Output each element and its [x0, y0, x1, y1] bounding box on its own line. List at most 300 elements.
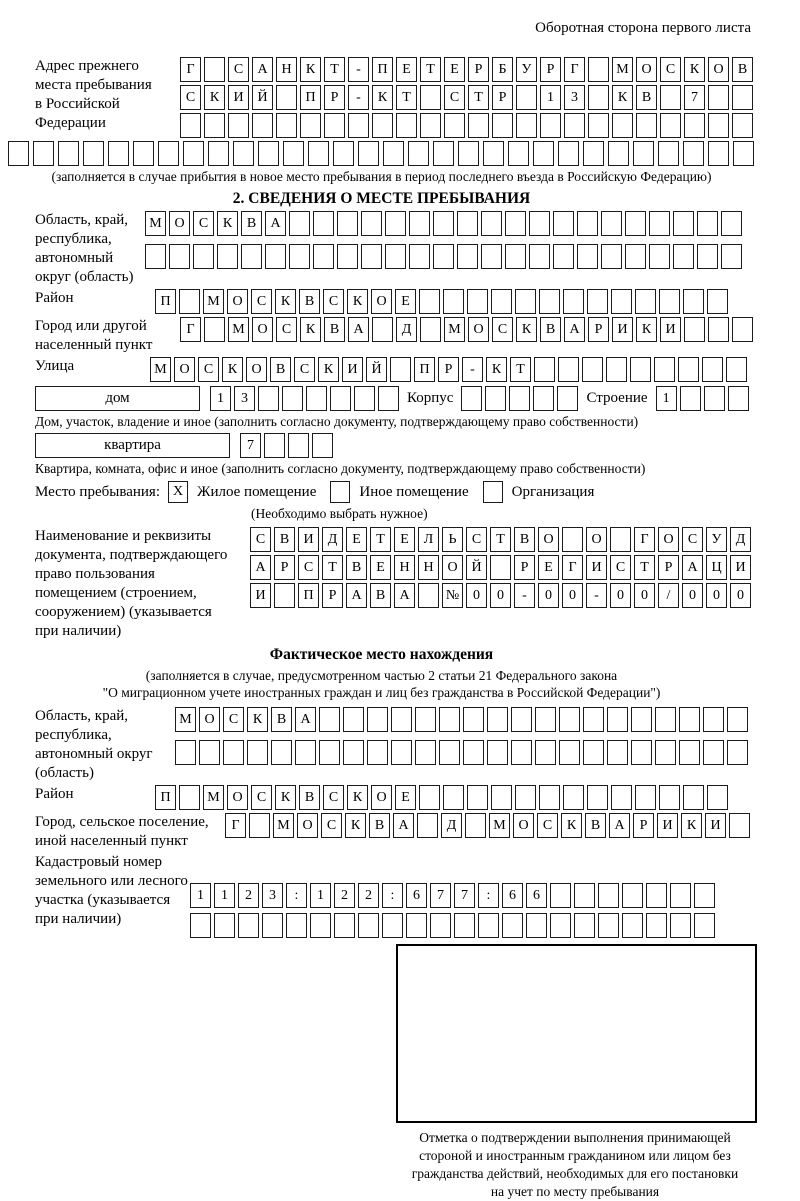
char-cell[interactable]: О — [538, 527, 559, 552]
char-cell[interactable] — [625, 211, 646, 236]
char-cell[interactable] — [679, 707, 700, 732]
char-cell[interactable]: - — [586, 583, 607, 608]
char-cell[interactable] — [559, 707, 580, 732]
char-cell[interactable] — [324, 113, 345, 138]
char-cell[interactable] — [354, 386, 375, 411]
char-cell[interactable] — [372, 113, 393, 138]
char-cell[interactable]: С — [228, 57, 249, 82]
char-cell[interactable]: М — [489, 813, 510, 838]
char-cell[interactable]: С — [610, 555, 631, 580]
char-cell[interactable] — [83, 141, 104, 166]
char-cell[interactable]: И — [342, 357, 363, 382]
char-cell[interactable] — [708, 113, 729, 138]
char-cell[interactable] — [646, 883, 667, 908]
char-cell[interactable]: О — [586, 527, 607, 552]
char-cell[interactable] — [385, 211, 406, 236]
char-cell[interactable]: С — [223, 707, 244, 732]
char-cell[interactable]: / — [658, 583, 679, 608]
char-cell[interactable]: И — [657, 813, 678, 838]
char-cell[interactable]: П — [155, 785, 176, 810]
char-cell[interactable]: С — [682, 527, 703, 552]
char-cell[interactable] — [457, 244, 478, 269]
char-cell[interactable]: В — [271, 707, 292, 732]
char-cell[interactable] — [262, 913, 283, 938]
char-cell[interactable]: - — [348, 85, 369, 110]
char-cell[interactable]: Е — [346, 527, 367, 552]
char-cell[interactable] — [540, 113, 561, 138]
char-cell[interactable] — [598, 913, 619, 938]
char-cell[interactable] — [649, 211, 670, 236]
char-cell[interactable]: П — [300, 85, 321, 110]
char-cell[interactable]: 6 — [526, 883, 547, 908]
char-cell[interactable]: П — [414, 357, 435, 382]
char-cell[interactable]: Т — [322, 555, 343, 580]
char-cell[interactable] — [708, 85, 729, 110]
char-cell[interactable] — [465, 813, 486, 838]
char-cell[interactable] — [563, 785, 584, 810]
char-cell[interactable] — [468, 113, 489, 138]
char-cell[interactable] — [707, 289, 728, 314]
char-cell[interactable] — [683, 289, 704, 314]
char-cell[interactable] — [630, 357, 651, 382]
char-cell[interactable]: О — [199, 707, 220, 732]
char-cell[interactable] — [378, 386, 399, 411]
char-cell[interactable] — [533, 141, 554, 166]
char-cell[interactable]: У — [706, 527, 727, 552]
char-cell[interactable] — [660, 85, 681, 110]
char-cell[interactable] — [606, 357, 627, 382]
char-cell[interactable]: Г — [634, 527, 655, 552]
char-cell[interactable]: 6 — [406, 883, 427, 908]
char-cell[interactable]: О — [636, 57, 657, 82]
char-cell[interactable] — [330, 386, 351, 411]
char-cell[interactable] — [385, 244, 406, 269]
char-cell[interactable] — [516, 85, 537, 110]
char-cell[interactable]: Т — [490, 527, 511, 552]
char-cell[interactable] — [289, 211, 310, 236]
char-cell[interactable]: Д — [322, 527, 343, 552]
char-cell[interactable]: К — [204, 85, 225, 110]
char-cell[interactable] — [707, 785, 728, 810]
char-cell[interactable]: С — [537, 813, 558, 838]
char-cell[interactable]: Е — [444, 57, 465, 82]
char-cell[interactable]: С — [321, 813, 342, 838]
char-cell[interactable] — [313, 211, 334, 236]
char-cell[interactable] — [58, 141, 79, 166]
char-cell[interactable] — [577, 244, 598, 269]
char-cell[interactable] — [492, 113, 513, 138]
char-cell[interactable] — [588, 85, 609, 110]
char-cell[interactable]: С — [193, 211, 214, 236]
char-cell[interactable]: С — [294, 357, 315, 382]
char-cell[interactable] — [660, 113, 681, 138]
char-cell[interactable] — [372, 317, 393, 342]
char-cell[interactable] — [238, 913, 259, 938]
char-cell[interactable]: О — [513, 813, 534, 838]
char-cell[interactable] — [396, 113, 417, 138]
char-cell[interactable] — [622, 883, 643, 908]
char-cell[interactable] — [282, 386, 303, 411]
char-cell[interactable] — [481, 211, 502, 236]
char-cell[interactable] — [485, 386, 506, 411]
char-cell[interactable]: С — [323, 785, 344, 810]
char-cell[interactable] — [276, 113, 297, 138]
char-cell[interactable]: 0 — [490, 583, 511, 608]
char-cell[interactable] — [607, 707, 628, 732]
char-cell[interactable]: К — [636, 317, 657, 342]
char-cell[interactable] — [223, 740, 244, 765]
char-cell[interactable] — [534, 357, 555, 382]
char-cell[interactable]: И — [730, 555, 751, 580]
char-cell[interactable]: У — [516, 57, 537, 82]
char-cell[interactable]: К — [612, 85, 633, 110]
char-cell[interactable] — [313, 244, 334, 269]
char-cell[interactable] — [515, 289, 536, 314]
char-cell[interactable]: 1 — [310, 883, 331, 908]
char-cell[interactable] — [612, 113, 633, 138]
char-cell[interactable] — [276, 85, 297, 110]
char-cell[interactable] — [258, 141, 279, 166]
char-cell[interactable]: К — [684, 57, 705, 82]
char-cell[interactable] — [535, 707, 556, 732]
char-cell[interactable] — [348, 113, 369, 138]
char-cell[interactable]: : — [382, 883, 403, 908]
char-cell[interactable] — [467, 289, 488, 314]
char-cell[interactable] — [727, 707, 748, 732]
char-cell[interactable] — [704, 386, 725, 411]
char-cell[interactable] — [635, 289, 656, 314]
char-cell[interactable] — [483, 141, 504, 166]
char-cell[interactable] — [295, 740, 316, 765]
char-cell[interactable] — [636, 113, 657, 138]
char-cell[interactable] — [420, 113, 441, 138]
char-cell[interactable] — [558, 357, 579, 382]
char-cell[interactable] — [461, 386, 482, 411]
char-cell[interactable] — [481, 244, 502, 269]
char-cell[interactable] — [274, 583, 295, 608]
char-cell[interactable] — [601, 244, 622, 269]
char-cell[interactable] — [631, 740, 652, 765]
char-cell[interactable] — [367, 707, 388, 732]
char-cell[interactable] — [610, 527, 631, 552]
char-cell[interactable] — [204, 317, 225, 342]
char-cell[interactable]: Р — [492, 85, 513, 110]
char-cell[interactable] — [108, 141, 129, 166]
char-cell[interactable]: В — [370, 583, 391, 608]
char-cell[interactable] — [463, 707, 484, 732]
char-cell[interactable] — [583, 141, 604, 166]
char-cell[interactable] — [406, 913, 427, 938]
char-cell[interactable]: С — [180, 85, 201, 110]
char-cell[interactable] — [334, 913, 355, 938]
char-cell[interactable]: К — [345, 813, 366, 838]
char-cell[interactable] — [697, 211, 718, 236]
char-cell[interactable] — [562, 527, 583, 552]
char-cell[interactable] — [478, 913, 499, 938]
char-cell[interactable] — [726, 357, 747, 382]
char-cell[interactable]: 7 — [430, 883, 451, 908]
char-cell[interactable] — [694, 913, 715, 938]
char-cell[interactable]: С — [298, 555, 319, 580]
char-cell[interactable]: Е — [394, 527, 415, 552]
char-cell[interactable] — [582, 357, 603, 382]
char-cell[interactable] — [684, 113, 705, 138]
char-cell[interactable]: 3 — [262, 883, 283, 908]
char-cell[interactable]: Н — [394, 555, 415, 580]
char-cell[interactable]: О — [658, 527, 679, 552]
char-cell[interactable]: В — [540, 317, 561, 342]
char-cell[interactable]: И — [612, 317, 633, 342]
char-cell[interactable] — [204, 57, 225, 82]
char-cell[interactable] — [553, 244, 574, 269]
char-cell[interactable] — [587, 785, 608, 810]
char-cell[interactable] — [529, 211, 550, 236]
char-cell[interactable] — [529, 244, 550, 269]
char-cell[interactable]: : — [286, 883, 307, 908]
char-cell[interactable]: К — [372, 85, 393, 110]
char-cell[interactable] — [264, 433, 285, 458]
char-cell[interactable] — [721, 211, 742, 236]
char-cell[interactable]: В — [241, 211, 262, 236]
apartment-box[interactable]: квартира — [35, 433, 230, 458]
char-cell[interactable] — [491, 289, 512, 314]
char-cell[interactable]: К — [222, 357, 243, 382]
char-cell[interactable] — [288, 433, 309, 458]
char-cell[interactable]: К — [318, 357, 339, 382]
char-cell[interactable] — [433, 244, 454, 269]
char-cell[interactable] — [430, 913, 451, 938]
char-cell[interactable] — [633, 141, 654, 166]
char-cell[interactable]: М — [203, 289, 224, 314]
char-cell[interactable] — [179, 289, 200, 314]
char-cell[interactable]: А — [394, 583, 415, 608]
char-cell[interactable] — [193, 244, 214, 269]
char-cell[interactable] — [670, 913, 691, 938]
char-cell[interactable] — [247, 740, 268, 765]
char-cell[interactable] — [539, 289, 560, 314]
char-cell[interactable]: 0 — [538, 583, 559, 608]
char-cell[interactable]: В — [299, 289, 320, 314]
char-cell[interactable] — [583, 707, 604, 732]
char-cell[interactable] — [367, 740, 388, 765]
char-cell[interactable] — [608, 141, 629, 166]
char-cell[interactable] — [454, 913, 475, 938]
char-cell[interactable]: К — [247, 707, 268, 732]
char-cell[interactable]: Н — [418, 555, 439, 580]
char-cell[interactable]: О — [246, 357, 267, 382]
char-cell[interactable] — [533, 386, 554, 411]
char-cell[interactable] — [310, 913, 331, 938]
char-cell[interactable]: С — [251, 289, 272, 314]
char-cell[interactable] — [505, 211, 526, 236]
char-cell[interactable]: О — [371, 785, 392, 810]
char-cell[interactable]: К — [275, 289, 296, 314]
char-cell[interactable] — [702, 357, 723, 382]
char-cell[interactable]: М — [150, 357, 171, 382]
char-cell[interactable]: Ц — [706, 555, 727, 580]
char-cell[interactable] — [175, 740, 196, 765]
char-cell[interactable]: Д — [730, 527, 751, 552]
char-cell[interactable]: Г — [180, 317, 201, 342]
char-cell[interactable] — [721, 244, 742, 269]
house-box[interactable]: дом — [35, 386, 200, 411]
char-cell[interactable] — [654, 357, 675, 382]
char-cell[interactable]: Р — [468, 57, 489, 82]
char-cell[interactable] — [487, 707, 508, 732]
char-cell[interactable] — [418, 583, 439, 608]
char-cell[interactable] — [607, 740, 628, 765]
char-cell[interactable]: А — [348, 317, 369, 342]
char-cell[interactable]: К — [300, 317, 321, 342]
char-cell[interactable]: А — [346, 583, 367, 608]
char-cell[interactable] — [683, 141, 704, 166]
char-cell[interactable] — [183, 141, 204, 166]
char-cell[interactable] — [646, 913, 667, 938]
char-cell[interactable] — [625, 244, 646, 269]
char-cell[interactable] — [587, 289, 608, 314]
char-cell[interactable] — [515, 785, 536, 810]
char-cell[interactable]: 3 — [234, 386, 255, 411]
char-cell[interactable] — [670, 883, 691, 908]
char-cell[interactable]: К — [217, 211, 238, 236]
char-cell[interactable] — [337, 211, 358, 236]
char-cell[interactable]: К — [561, 813, 582, 838]
char-cell[interactable]: Т — [370, 527, 391, 552]
char-cell[interactable]: П — [155, 289, 176, 314]
char-cell[interactable]: Т — [468, 85, 489, 110]
char-cell[interactable] — [733, 141, 754, 166]
char-cell[interactable]: С — [466, 527, 487, 552]
char-cell[interactable] — [312, 433, 333, 458]
char-cell[interactable]: 1 — [210, 386, 231, 411]
char-cell[interactable]: М — [444, 317, 465, 342]
char-cell[interactable] — [557, 386, 578, 411]
char-cell[interactable] — [588, 113, 609, 138]
char-cell[interactable] — [228, 113, 249, 138]
char-cell[interactable]: Т — [420, 57, 441, 82]
char-cell[interactable] — [337, 244, 358, 269]
char-cell[interactable] — [433, 141, 454, 166]
char-cell[interactable]: А — [564, 317, 585, 342]
char-cell[interactable] — [443, 289, 464, 314]
char-cell[interactable] — [289, 244, 310, 269]
char-cell[interactable]: М — [228, 317, 249, 342]
stay-type-checkbox-residential[interactable]: X — [168, 481, 188, 503]
char-cell[interactable]: Й — [252, 85, 273, 110]
char-cell[interactable]: 2 — [334, 883, 355, 908]
char-cell[interactable] — [415, 707, 436, 732]
char-cell[interactable] — [611, 289, 632, 314]
char-cell[interactable]: Р — [438, 357, 459, 382]
char-cell[interactable]: И — [228, 85, 249, 110]
char-cell[interactable] — [708, 141, 729, 166]
char-cell[interactable]: Г — [562, 555, 583, 580]
char-cell[interactable] — [659, 785, 680, 810]
char-cell[interactable] — [204, 113, 225, 138]
char-cell[interactable]: - — [514, 583, 535, 608]
char-cell[interactable]: Д — [441, 813, 462, 838]
char-cell[interactable]: Г — [564, 57, 585, 82]
char-cell[interactable]: Р — [588, 317, 609, 342]
char-cell[interactable]: С — [276, 317, 297, 342]
char-cell[interactable]: О — [227, 289, 248, 314]
char-cell[interactable] — [252, 113, 273, 138]
char-cell[interactable] — [558, 141, 579, 166]
char-cell[interactable] — [728, 386, 749, 411]
char-cell[interactable]: А — [295, 707, 316, 732]
char-cell[interactable]: О — [227, 785, 248, 810]
char-cell[interactable]: К — [347, 785, 368, 810]
char-cell[interactable]: О — [169, 211, 190, 236]
char-cell[interactable]: 1 — [540, 85, 561, 110]
char-cell[interactable] — [727, 740, 748, 765]
char-cell[interactable] — [658, 141, 679, 166]
char-cell[interactable] — [33, 141, 54, 166]
char-cell[interactable]: 7 — [684, 85, 705, 110]
char-cell[interactable]: 6 — [502, 883, 523, 908]
char-cell[interactable] — [241, 244, 262, 269]
char-cell[interactable]: А — [252, 57, 273, 82]
char-cell[interactable]: 7 — [454, 883, 475, 908]
char-cell[interactable] — [487, 740, 508, 765]
char-cell[interactable] — [508, 141, 529, 166]
char-cell[interactable]: И — [250, 583, 271, 608]
char-cell[interactable] — [420, 85, 441, 110]
char-cell[interactable]: С — [660, 57, 681, 82]
char-cell[interactable] — [491, 785, 512, 810]
char-cell[interactable] — [158, 141, 179, 166]
char-cell[interactable] — [649, 244, 670, 269]
char-cell[interactable]: Е — [396, 57, 417, 82]
char-cell[interactable]: К — [347, 289, 368, 314]
char-cell[interactable] — [408, 141, 429, 166]
char-cell[interactable] — [145, 244, 166, 269]
char-cell[interactable] — [233, 141, 254, 166]
char-cell[interactable] — [190, 913, 211, 938]
char-cell[interactable]: Ь — [442, 527, 463, 552]
char-cell[interactable] — [732, 85, 753, 110]
char-cell[interactable] — [286, 913, 307, 938]
char-cell[interactable] — [622, 913, 643, 938]
char-cell[interactable] — [694, 883, 715, 908]
char-cell[interactable]: Т — [634, 555, 655, 580]
char-cell[interactable] — [343, 740, 364, 765]
char-cell[interactable] — [511, 707, 532, 732]
char-cell[interactable] — [490, 555, 511, 580]
char-cell[interactable]: А — [682, 555, 703, 580]
char-cell[interactable]: Е — [395, 785, 416, 810]
char-cell[interactable] — [505, 244, 526, 269]
char-cell[interactable]: Е — [395, 289, 416, 314]
char-cell[interactable] — [439, 707, 460, 732]
char-cell[interactable]: В — [324, 317, 345, 342]
char-cell[interactable] — [535, 740, 556, 765]
char-cell[interactable] — [703, 740, 724, 765]
char-cell[interactable] — [635, 785, 656, 810]
char-cell[interactable]: П — [298, 583, 319, 608]
char-cell[interactable]: 0 — [562, 583, 583, 608]
char-cell[interactable] — [409, 244, 430, 269]
char-cell[interactable]: 1 — [190, 883, 211, 908]
char-cell[interactable]: 1 — [214, 883, 235, 908]
char-cell[interactable] — [729, 813, 750, 838]
char-cell[interactable]: О — [371, 289, 392, 314]
char-cell[interactable]: М — [273, 813, 294, 838]
char-cell[interactable] — [439, 740, 460, 765]
char-cell[interactable] — [708, 317, 729, 342]
char-cell[interactable] — [265, 244, 286, 269]
char-cell[interactable] — [659, 289, 680, 314]
